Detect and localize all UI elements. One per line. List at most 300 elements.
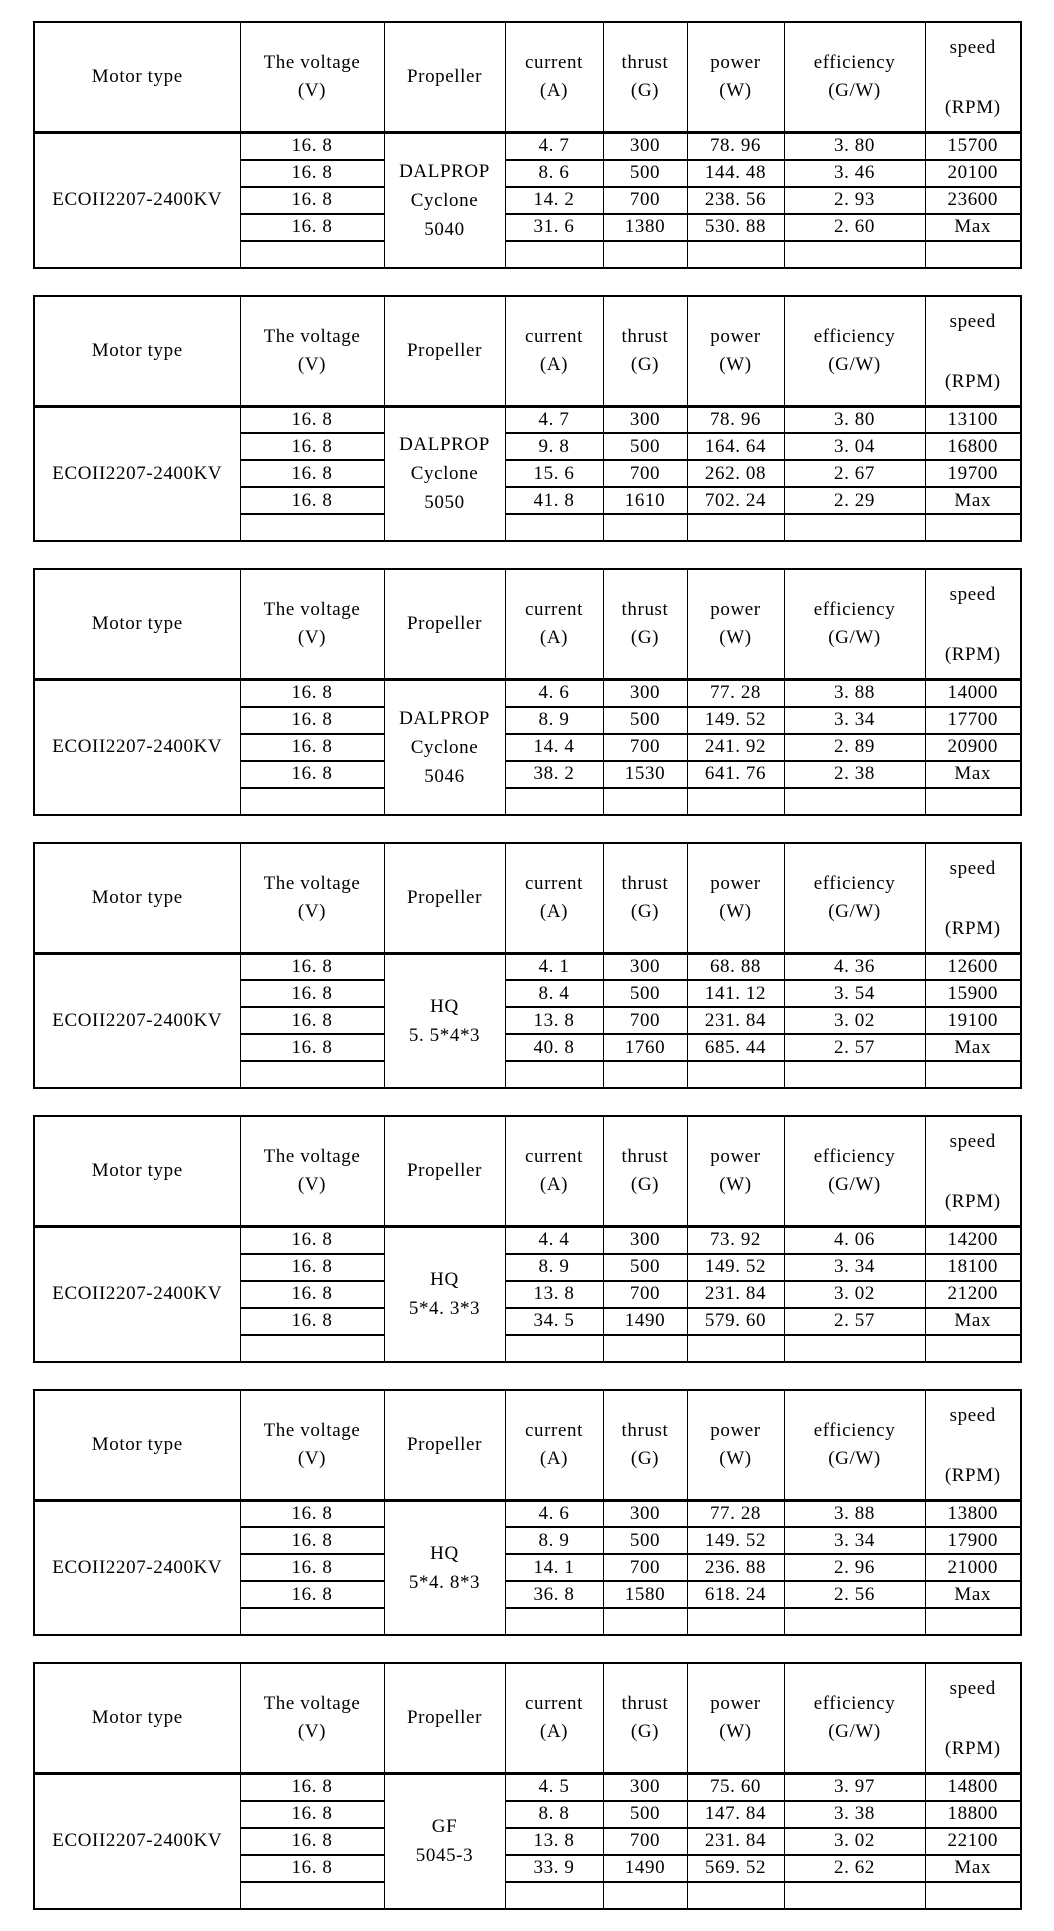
thrust-cell-empty <box>603 788 687 815</box>
col-header-efficiency <box>784 569 925 680</box>
col-header-efficiency <box>784 1663 925 1774</box>
power-cell: 579. 60 <box>687 1308 784 1335</box>
thrust-cell: 500 <box>603 1527 687 1554</box>
header-line: thrust <box>621 1693 669 1714</box>
header-row <box>34 1663 1021 1774</box>
col-header-propeller <box>384 843 505 954</box>
col-header-efficiency <box>784 843 925 954</box>
col-header-propeller <box>384 569 505 680</box>
power-cell: 231. 84 <box>687 1828 784 1855</box>
speed-cell: 17700 <box>925 707 1021 734</box>
col-header-voltage <box>240 22 384 133</box>
power-cell: 73. 92 <box>687 1227 784 1254</box>
propeller-line: 5050 <box>424 492 465 514</box>
header-line: power <box>710 1419 761 1441</box>
propeller-line: 5045-3 <box>415 1845 474 1867</box>
current-cell: 4. 1 <box>505 953 603 980</box>
col-header-thrust <box>603 1116 687 1227</box>
efficiency-cell: 3. 38 <box>784 1801 925 1828</box>
motor-type-cell: ECOII2207-2400KV <box>34 953 240 1088</box>
speed-cell: 23600 <box>925 187 1021 214</box>
current-cell: 13. 8 <box>505 1281 603 1308</box>
col-header-speed <box>925 22 1021 133</box>
header-line: speed <box>949 857 996 879</box>
thrust-cell: 500 <box>603 433 687 460</box>
table-body <box>34 680 1021 815</box>
voltage-cell: 16. 8 <box>240 1007 384 1034</box>
propeller-cell <box>384 680 505 815</box>
efficiency-cell: 2. 60 <box>784 214 925 241</box>
propeller-cell <box>384 1500 505 1635</box>
voltage-cell: 16. 8 <box>240 133 384 160</box>
col-header-propeller <box>384 1390 505 1501</box>
col-header-propeller <box>384 1663 505 1774</box>
col-header-current <box>505 1663 603 1774</box>
current-cell: 14. 4 <box>505 734 603 761</box>
header-line: power <box>710 1693 761 1714</box>
power-cell-empty <box>687 788 784 815</box>
header-line: Motor type <box>91 613 183 634</box>
header-line: Propeller <box>406 66 483 87</box>
col-header-propeller <box>384 296 505 407</box>
header-line: The voltage <box>263 1419 361 1441</box>
header-row <box>34 296 1021 407</box>
spec-table <box>33 568 1022 816</box>
propeller-line: 5*4. 3*3 <box>408 1298 481 1320</box>
speed-cell-empty <box>925 1608 1021 1635</box>
thrust-cell-empty <box>603 1882 687 1909</box>
voltage-cell-empty <box>240 1061 384 1088</box>
header-line: Motor type <box>91 66 183 87</box>
header-line: efficiency <box>813 52 896 73</box>
col-header-speed <box>925 1390 1021 1501</box>
speed-cell: 20100 <box>925 160 1021 187</box>
power-cell: 78. 96 <box>687 406 784 433</box>
current-cell: 8. 9 <box>505 707 603 734</box>
header-line: (W) <box>719 900 752 922</box>
efficiency-cell: 4. 06 <box>784 1227 925 1254</box>
header-line: (A) <box>539 353 569 375</box>
header-line: (V) <box>297 1174 327 1195</box>
col-header-efficiency <box>784 296 925 407</box>
col-header-current <box>505 22 603 133</box>
speed-cell: 13100 <box>925 406 1021 433</box>
header-line: (V) <box>297 353 327 375</box>
header-line: (G) <box>630 1174 660 1195</box>
header-line: (RPM) <box>944 370 1001 392</box>
speed-cell: 15700 <box>925 133 1021 160</box>
efficiency-cell: 4. 36 <box>784 953 925 980</box>
col-header-motor-type <box>34 1663 240 1774</box>
power-cell: 149. 52 <box>687 1527 784 1554</box>
speed-cell: 12600 <box>925 953 1021 980</box>
current-cell: 4. 7 <box>505 133 603 160</box>
header-line: speed <box>949 584 996 605</box>
propeller-cell <box>384 133 505 268</box>
voltage-cell: 16. 8 <box>240 460 384 487</box>
speed-cell: Max <box>925 1034 1021 1061</box>
thrust-cell: 500 <box>603 707 687 734</box>
power-cell: 641. 76 <box>687 761 784 788</box>
propeller-cell <box>384 1227 505 1362</box>
thrust-cell: 300 <box>603 680 687 707</box>
col-header-power <box>687 1663 784 1774</box>
efficiency-cell-empty <box>784 1608 925 1635</box>
power-cell: 68. 88 <box>687 953 784 980</box>
header <box>34 1390 1021 1501</box>
speed-cell: 21200 <box>925 1281 1021 1308</box>
efficiency-cell-empty <box>784 1335 925 1362</box>
current-cell: 4. 6 <box>505 680 603 707</box>
header-line: (V) <box>297 900 327 922</box>
thrust-cell: 1610 <box>603 487 687 514</box>
speed-cell: 14800 <box>925 1774 1021 1801</box>
voltage-cell: 16. 8 <box>240 1308 384 1335</box>
propeller-line: 5040 <box>424 218 465 240</box>
header-line: current <box>525 872 583 894</box>
efficiency-cell: 3. 97 <box>784 1774 925 1801</box>
col-header-speed-stack <box>926 1667 1021 1769</box>
header-line: (G) <box>630 80 660 101</box>
current-cell: 8. 9 <box>505 1254 603 1281</box>
current-cell-empty <box>505 514 603 541</box>
header-line: The voltage <box>263 872 361 894</box>
col-header-speed <box>925 296 1021 407</box>
voltage-cell: 16. 8 <box>240 680 384 707</box>
power-cell: 77. 28 <box>687 1500 784 1527</box>
thrust-cell: 500 <box>603 1254 687 1281</box>
table-body <box>34 133 1021 268</box>
col-header-speed <box>925 1663 1021 1774</box>
col-header-propeller <box>384 22 505 133</box>
speed-cell: 16800 <box>925 433 1021 460</box>
header-line: (G/W) <box>828 353 881 375</box>
data-row <box>34 1227 1021 1254</box>
efficiency-cell: 3. 34 <box>784 707 925 734</box>
header-line: thrust <box>621 52 669 73</box>
power-cell-empty <box>687 1335 784 1362</box>
efficiency-cell: 3. 46 <box>784 160 925 187</box>
current-cell: 14. 2 <box>505 187 603 214</box>
voltage-cell: 16. 8 <box>240 214 384 241</box>
propeller-cell <box>384 953 505 1088</box>
speed-cell: Max <box>925 1855 1021 1882</box>
header-line: (A) <box>539 1174 569 1195</box>
voltage-cell-empty <box>240 1608 384 1635</box>
header-line: power <box>710 52 761 73</box>
speed-cell: 18800 <box>925 1801 1021 1828</box>
header-row <box>34 22 1021 133</box>
propeller-line: Cyclone <box>410 189 479 211</box>
current-cell: 13. 8 <box>505 1007 603 1034</box>
efficiency-cell: 3. 02 <box>784 1281 925 1308</box>
header-line: Propeller <box>406 1707 483 1728</box>
efficiency-cell: 3. 54 <box>784 980 925 1007</box>
header-line: (RPM) <box>944 1464 1001 1486</box>
col-header-speed <box>925 1116 1021 1227</box>
voltage-cell: 16. 8 <box>240 487 384 514</box>
col-header-motor-type <box>34 296 240 407</box>
efficiency-cell: 2. 57 <box>784 1308 925 1335</box>
col-header-motor-type <box>34 569 240 680</box>
header-line: Motor type <box>91 1707 183 1728</box>
motor-type-cell: ECOII2207-2400KV <box>34 1774 240 1909</box>
current-cell: 31. 6 <box>505 214 603 241</box>
power-cell-empty <box>687 1608 784 1635</box>
efficiency-cell: 3. 34 <box>784 1254 925 1281</box>
power-cell: 77. 28 <box>687 680 784 707</box>
header-line: (V) <box>297 1447 327 1469</box>
header-line: speed <box>949 37 996 58</box>
col-header-current <box>505 843 603 954</box>
col-header-speed-stack <box>926 300 1021 402</box>
header-line: (W) <box>719 627 752 648</box>
table-body <box>34 1500 1021 1635</box>
col-header-thrust <box>603 296 687 407</box>
header-line: The voltage <box>263 52 361 73</box>
power-cell: 78. 96 <box>687 133 784 160</box>
col-header-voltage <box>240 1390 384 1501</box>
spec-table <box>33 1389 1022 1637</box>
data-row <box>34 680 1021 707</box>
voltage-cell: 16. 8 <box>240 160 384 187</box>
voltage-cell: 16. 8 <box>240 953 384 980</box>
voltage-cell: 16. 8 <box>240 1774 384 1801</box>
spec-table <box>33 1662 1022 1910</box>
col-header-power <box>687 569 784 680</box>
efficiency-cell: 3. 02 <box>784 1007 925 1034</box>
col-header-power <box>687 1116 784 1227</box>
header-line: (G) <box>630 1721 660 1742</box>
voltage-cell: 16. 8 <box>240 1801 384 1828</box>
header-line: thrust <box>621 325 669 347</box>
current-cell: 8. 6 <box>505 160 603 187</box>
header-line: (G) <box>630 627 660 648</box>
efficiency-cell-empty <box>784 1882 925 1909</box>
current-cell: 36. 8 <box>505 1581 603 1608</box>
header-line: current <box>525 1146 583 1167</box>
col-header-power <box>687 296 784 407</box>
header-line: (A) <box>539 1447 569 1469</box>
efficiency-cell-empty <box>784 514 925 541</box>
header-line: efficiency <box>813 1693 896 1714</box>
power-cell: 141. 12 <box>687 980 784 1007</box>
col-header-motor-type <box>34 843 240 954</box>
header-line: Propeller <box>406 886 483 908</box>
speed-cell: 17900 <box>925 1527 1021 1554</box>
col-header-motor-type <box>34 1116 240 1227</box>
voltage-cell: 16. 8 <box>240 433 384 460</box>
data-row <box>34 406 1021 433</box>
propeller-line: GF <box>431 1816 458 1838</box>
thrust-cell: 500 <box>603 1801 687 1828</box>
propeller-cell <box>384 1774 505 1909</box>
col-header-current <box>505 1390 603 1501</box>
motor-type-cell: ECOII2207-2400KV <box>34 1227 240 1362</box>
thrust-cell: 700 <box>603 1828 687 1855</box>
header-line: (RPM) <box>944 97 1001 118</box>
power-cell: 144. 48 <box>687 160 784 187</box>
current-cell: 38. 2 <box>505 761 603 788</box>
col-header-efficiency <box>784 22 925 133</box>
current-cell: 34. 5 <box>505 1308 603 1335</box>
speed-cell-empty <box>925 1061 1021 1088</box>
header-line: (A) <box>539 900 569 922</box>
header-line: (G/W) <box>828 900 881 922</box>
col-header-current <box>505 569 603 680</box>
current-cell: 4. 7 <box>505 406 603 433</box>
efficiency-cell: 2. 57 <box>784 1034 925 1061</box>
header-line: current <box>525 1419 583 1441</box>
power-cell-empty <box>687 1882 784 1909</box>
col-header-current <box>505 296 603 407</box>
thrust-cell: 300 <box>603 1227 687 1254</box>
speed-cell: 13800 <box>925 1500 1021 1527</box>
efficiency-cell-empty <box>784 1061 925 1088</box>
header-line: Propeller <box>406 1160 483 1181</box>
header-line: (W) <box>719 353 752 375</box>
power-cell: 685. 44 <box>687 1034 784 1061</box>
propeller-line: HQ <box>430 1542 459 1564</box>
col-header-motor-type <box>34 1390 240 1501</box>
propeller-line: 5*4. 8*3 <box>408 1571 481 1593</box>
propeller-line: DALPROP <box>399 160 490 182</box>
propeller-line: HQ <box>430 995 459 1017</box>
motor-type-cell: ECOII2207-2400KV <box>34 1500 240 1635</box>
speed-cell: 18100 <box>925 1254 1021 1281</box>
propeller-line: 5. 5*4*3 <box>408 1024 481 1046</box>
header-line: current <box>525 1693 583 1714</box>
header-line: (G) <box>630 1447 660 1469</box>
propeller-line: DALPROP <box>399 707 490 729</box>
header-line: (G) <box>630 900 660 922</box>
thrust-cell-empty <box>603 1335 687 1362</box>
col-header-thrust <box>603 843 687 954</box>
speed-cell: 15900 <box>925 980 1021 1007</box>
header-line: Propeller <box>406 339 483 361</box>
efficiency-cell: 2. 29 <box>784 487 925 514</box>
voltage-cell: 16. 8 <box>240 1828 384 1855</box>
speed-cell: Max <box>925 1308 1021 1335</box>
current-cell-empty <box>505 241 603 268</box>
motor-type-cell: ECOII2207-2400KV <box>34 406 240 541</box>
col-header-thrust <box>603 1390 687 1501</box>
current-cell: 4. 6 <box>505 1500 603 1527</box>
spec-table <box>33 842 1022 1090</box>
header-line: (RPM) <box>944 644 1001 665</box>
header-line: (G/W) <box>828 80 881 101</box>
speed-cell-empty <box>925 1882 1021 1909</box>
header-line: The voltage <box>263 1146 361 1167</box>
col-header-motor-type <box>34 22 240 133</box>
current-cell: 13. 8 <box>505 1828 603 1855</box>
power-cell: 231. 84 <box>687 1007 784 1034</box>
motor-type-cell: ECOII2207-2400KV <box>34 133 240 268</box>
data-row <box>34 1774 1021 1801</box>
header-row <box>34 569 1021 680</box>
speed-cell-empty <box>925 1335 1021 1362</box>
header-line: (W) <box>719 1721 752 1742</box>
header-line: power <box>710 599 761 620</box>
propeller-cell <box>384 406 505 541</box>
thrust-cell-empty <box>603 241 687 268</box>
header-line: The voltage <box>263 325 361 347</box>
col-header-speed <box>925 843 1021 954</box>
header-line: The voltage <box>263 599 361 620</box>
power-cell: 618. 24 <box>687 1581 784 1608</box>
speed-cell-empty <box>925 514 1021 541</box>
header-line: (G/W) <box>828 1721 881 1742</box>
header-line: (RPM) <box>944 917 1001 939</box>
efficiency-cell: 3. 80 <box>784 406 925 433</box>
voltage-cell: 16. 8 <box>240 1227 384 1254</box>
speed-cell: Max <box>925 214 1021 241</box>
voltage-cell: 16. 8 <box>240 707 384 734</box>
power-cell-empty <box>687 514 784 541</box>
header-line: efficiency <box>813 872 896 894</box>
efficiency-cell: 2. 89 <box>784 734 925 761</box>
header-line: current <box>525 599 583 620</box>
header-line: current <box>525 52 583 73</box>
header-line: power <box>710 1146 761 1167</box>
thrust-cell: 300 <box>603 953 687 980</box>
header-line: (W) <box>719 80 752 101</box>
table-body <box>34 1227 1021 1362</box>
data-row <box>34 133 1021 160</box>
speed-cell-empty <box>925 788 1021 815</box>
power-cell: 149. 52 <box>687 707 784 734</box>
current-cell: 8. 4 <box>505 980 603 1007</box>
speed-cell: 14200 <box>925 1227 1021 1254</box>
header-line: (RPM) <box>944 1738 1001 1759</box>
thrust-cell: 300 <box>603 406 687 433</box>
current-cell: 9. 8 <box>505 433 603 460</box>
thrust-cell: 1380 <box>603 214 687 241</box>
efficiency-cell: 2. 96 <box>784 1554 925 1581</box>
voltage-cell: 16. 8 <box>240 1554 384 1581</box>
efficiency-cell: 3. 88 <box>784 1500 925 1527</box>
voltage-cell-empty <box>240 788 384 815</box>
current-cell: 4. 5 <box>505 1774 603 1801</box>
header-line: (G/W) <box>828 1174 881 1195</box>
header-line: (A) <box>539 80 569 101</box>
speed-cell: Max <box>925 1581 1021 1608</box>
current-cell: 8. 8 <box>505 1801 603 1828</box>
header-line: (V) <box>297 1721 327 1742</box>
voltage-cell-empty <box>240 1882 384 1909</box>
col-header-thrust <box>603 1663 687 1774</box>
speed-cell: 14000 <box>925 680 1021 707</box>
current-cell: 33. 9 <box>505 1855 603 1882</box>
voltage-cell: 16. 8 <box>240 1855 384 1882</box>
current-cell: 4. 4 <box>505 1227 603 1254</box>
header-line: (V) <box>297 80 327 101</box>
header <box>34 1663 1021 1774</box>
thrust-cell: 300 <box>603 1500 687 1527</box>
thrust-cell-empty <box>603 1608 687 1635</box>
voltage-cell: 16. 8 <box>240 1527 384 1554</box>
col-header-power <box>687 1390 784 1501</box>
voltage-cell: 16. 8 <box>240 734 384 761</box>
current-cell-empty <box>505 1061 603 1088</box>
header-line: (G/W) <box>828 1447 881 1469</box>
col-header-efficiency <box>784 1116 925 1227</box>
header-line: speed <box>949 310 996 332</box>
col-header-current <box>505 1116 603 1227</box>
speed-cell: 19100 <box>925 1007 1021 1034</box>
voltage-cell-empty <box>240 1335 384 1362</box>
header <box>34 569 1021 680</box>
